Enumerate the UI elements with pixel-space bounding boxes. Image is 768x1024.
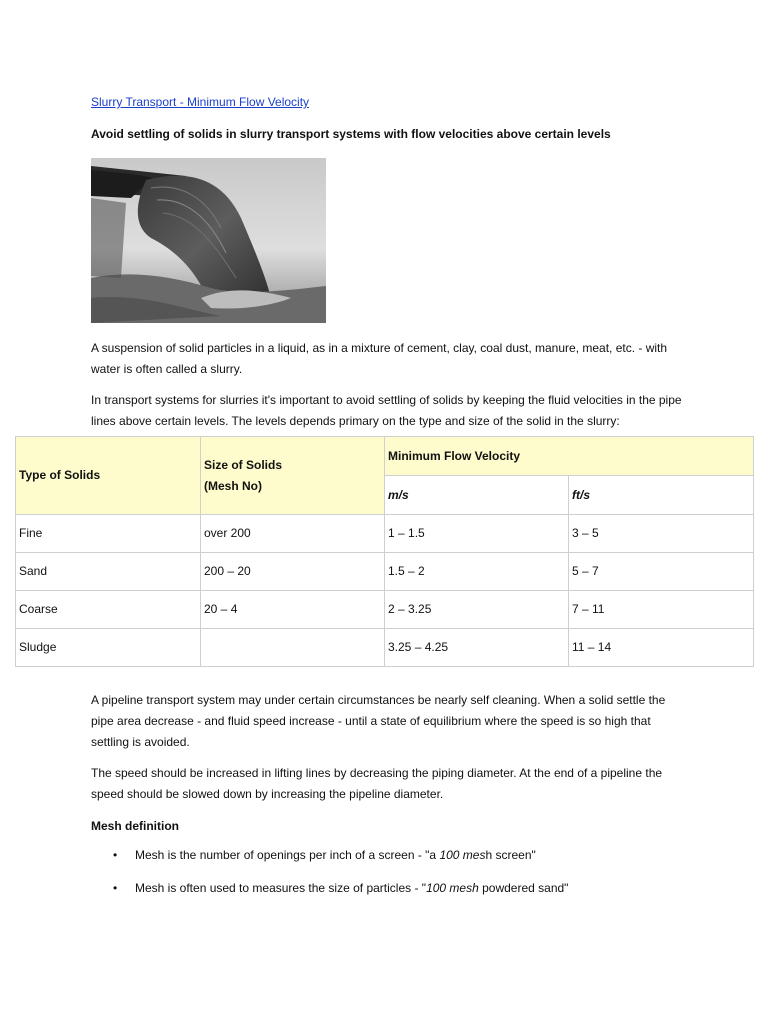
table-row bbox=[16, 515, 754, 553]
bullet-icon: • bbox=[113, 848, 118, 862]
page-title bbox=[91, 92, 691, 113]
cell-ms: 2 – 3.25 bbox=[385, 591, 569, 629]
mesh-item-text-em: 100 mes bbox=[439, 848, 486, 862]
subtitle: Avoid settling of solids in slurry transport systems with flow velocities above certain levels bbox=[91, 127, 611, 141]
paragraph-self-cleaning: A pipeline transport system may under certain circumstances be nearly self cleaning. When a solid settle the pipe area decrease - and fluid speed increase - until a state of equilibrium where the speed is so high that settling is avoided. bbox=[91, 693, 666, 749]
title-link[interactable]: Slurry Transport - Minimum Flow Velocity bbox=[91, 95, 310, 109]
header-type-of-solids: Type of Solids bbox=[16, 437, 201, 515]
mesh-item-text-pre: Mesh is the number of openings per inch of a screen - "a bbox=[135, 848, 440, 862]
header-unit-ms: m/s bbox=[385, 476, 569, 515]
cell-ms: 1.5 – 2 bbox=[385, 553, 569, 591]
cell-size: 200 – 20 bbox=[201, 553, 385, 591]
cell-size: over 200 bbox=[201, 515, 385, 553]
cell-fts: 11 – 14 bbox=[569, 629, 754, 667]
cell-type: Coarse bbox=[16, 591, 201, 629]
table-row bbox=[16, 629, 754, 667]
list-item bbox=[91, 878, 711, 899]
mesh-item-text-post: h screen" bbox=[485, 848, 536, 862]
cell-fts: 3 – 5 bbox=[569, 515, 754, 553]
mesh-definition-list bbox=[91, 845, 711, 911]
mesh-definition-heading: Mesh definition bbox=[91, 819, 179, 833]
cell-fts: 5 – 7 bbox=[569, 553, 754, 591]
list-item bbox=[91, 845, 711, 866]
paragraph-slurry-definition: A suspension of solid particles in a liquid, as in a mixture of cement, clay, coal dust, manure, meat, etc. - with water is often called a slurry. bbox=[91, 341, 668, 376]
slurry-pipe-photo bbox=[91, 158, 326, 323]
bullet-icon: • bbox=[113, 881, 118, 895]
cell-size bbox=[201, 629, 385, 667]
cell-ms: 1 – 1.5 bbox=[385, 515, 569, 553]
paragraph-pipe-speed: The speed should be increased in lifting lines by decreasing the piping diameter. At the end of a pipeline the speed should be slowed down by increasing the pipeline diameter. bbox=[91, 766, 663, 801]
header-size-line2: (Mesh No) bbox=[204, 478, 262, 493]
header-size-of-solids bbox=[201, 437, 385, 515]
header-min-flow-velocity: Minimum Flow Velocity bbox=[385, 437, 754, 476]
mesh-item-text-em: 100 mesh bbox=[426, 881, 479, 895]
table-row bbox=[16, 591, 754, 629]
header-unit-fts: ft/s bbox=[569, 476, 754, 515]
table-row bbox=[16, 553, 754, 591]
flow-velocity-table bbox=[15, 436, 754, 667]
cell-fts: 7 – 11 bbox=[569, 591, 754, 629]
mesh-item-text-post: powdered sand" bbox=[478, 881, 569, 895]
cell-type: Fine bbox=[16, 515, 201, 553]
cell-type: Sludge bbox=[16, 629, 201, 667]
header-size-line1: Size of Solids bbox=[204, 457, 283, 472]
cell-ms: 3.25 – 4.25 bbox=[385, 629, 569, 667]
cell-type: Sand bbox=[16, 553, 201, 591]
mesh-item-text-pre: Mesh is often used to measures the size of particles - " bbox=[135, 881, 427, 895]
table-header-row bbox=[16, 437, 754, 476]
cell-size: 20 – 4 bbox=[201, 591, 385, 629]
paragraph-settling: In transport systems for slurries it's important to avoid settling of solids by keeping the fluid velocities in the pipe lines above certain levels. The levels depends primary on the type and size of the solid in the slurry: bbox=[91, 393, 682, 428]
